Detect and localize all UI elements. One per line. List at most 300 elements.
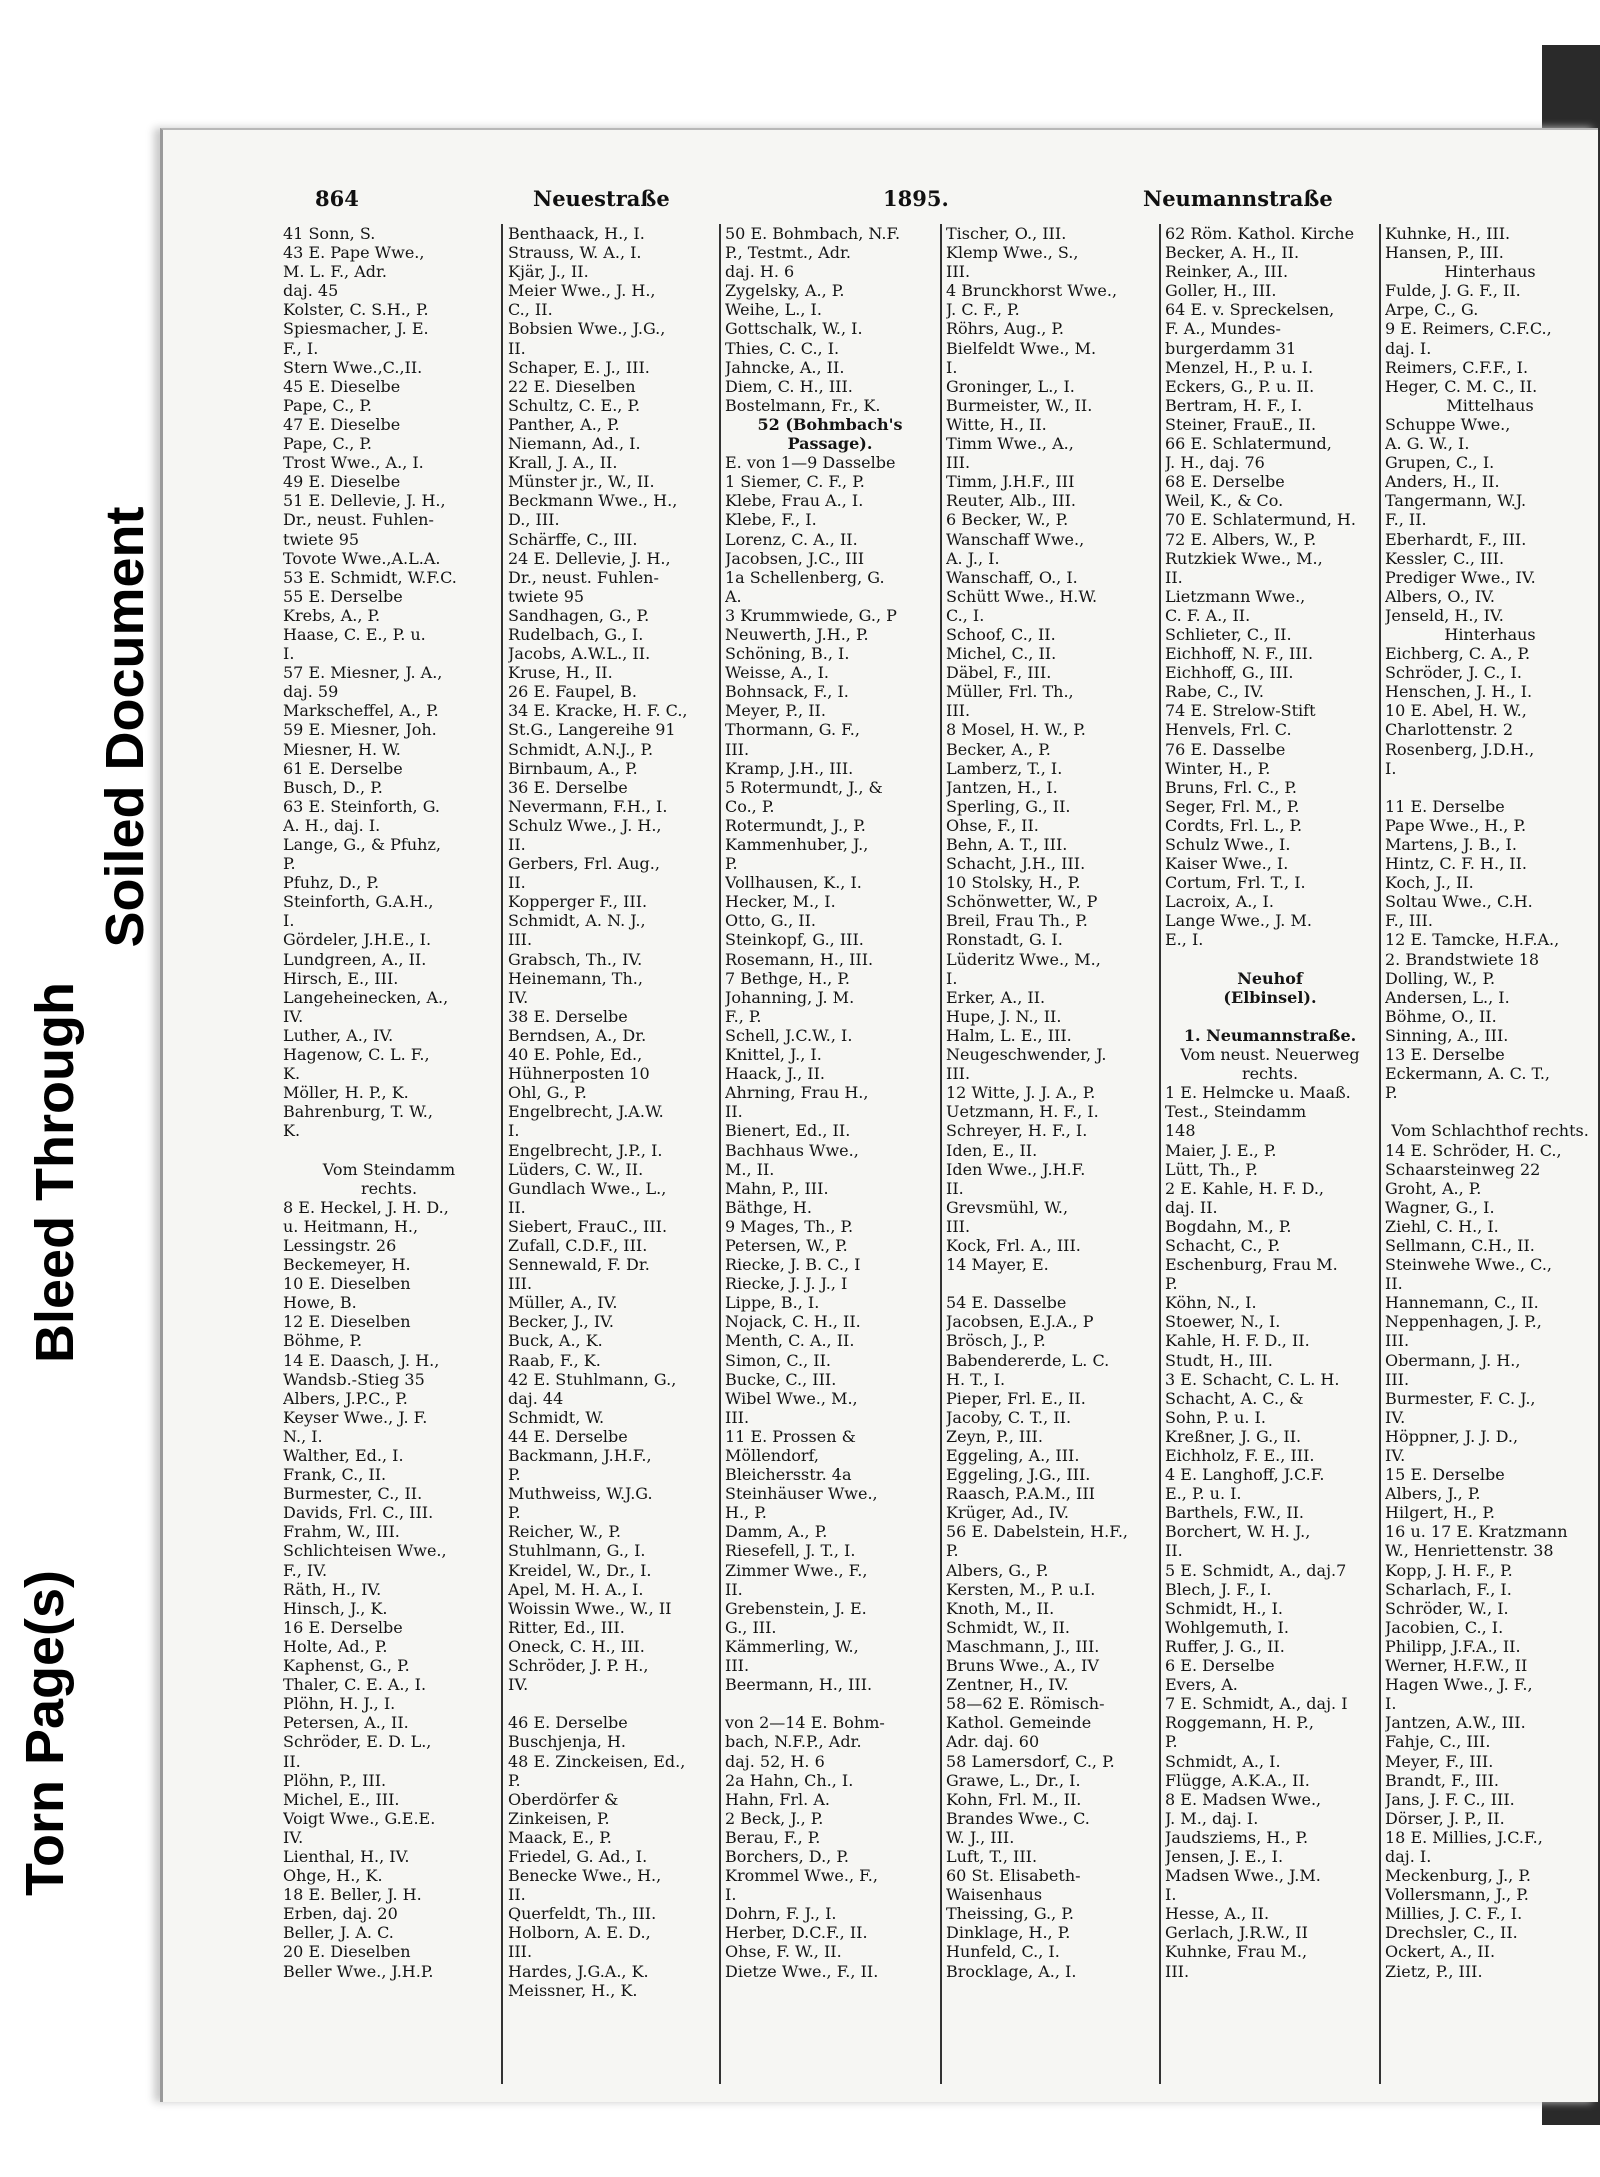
directory-entry-line: Kreidel, W., Dr., I.: [508, 1560, 652, 1580]
directory-entry-line: Niemann, Ad., I.: [508, 434, 641, 454]
directory-entry-line: Schröder, J. P. H.,: [508, 1656, 649, 1676]
directory-entry-line: 4 E. Langhoff, J.C.F.: [1165, 1465, 1325, 1485]
directory-entry-line: 59 E. Miesner, Joh.: [283, 720, 437, 740]
directory-entry-line: Maschmann, J., III.: [946, 1636, 1100, 1656]
directory-entry-line: Kessler, C., III.: [1385, 548, 1505, 568]
soiled-document-label: Soiled Document: [95, 506, 155, 948]
directory-entry-line: Beller, J. A. C.: [283, 1923, 394, 1943]
directory-entry-line: J. M., daj. I.: [1165, 1808, 1259, 1828]
directory-entry-line: Stuhlmann, G., I.: [508, 1541, 646, 1561]
directory-entry-line: Birnbaum, A., P.: [508, 758, 638, 778]
directory-entry-line: Hagenow, C. L. F.,: [283, 1045, 430, 1065]
directory-entry-line: III.: [1385, 1331, 1410, 1351]
directory-entry-line: Bruns, Frl. C., P.: [1165, 777, 1297, 797]
directory-entry-line: Borchert, W. H. J.,: [1165, 1522, 1311, 1542]
directory-entry-line: A. J., I.: [946, 548, 1000, 568]
directory-entry-line: Eckers, G., P. u. II.: [1165, 376, 1315, 396]
directory-entry-line: 56 E. Dabelstein, H.F.,: [946, 1522, 1129, 1542]
directory-entry-line: Weihe, L., I.: [725, 300, 822, 320]
directory-entry-line: III.: [508, 1942, 533, 1962]
directory-entry-line: III.: [725, 739, 750, 759]
directory-entry-line: Jantzen, A.W., III.: [1385, 1713, 1526, 1733]
directory-entry-line: Kämmerling, W.,: [725, 1636, 859, 1656]
directory-entry-line: Kuhnke, H., III.: [1385, 224, 1511, 243]
directory-entry-line: P.: [508, 1465, 521, 1485]
directory-entry-line: Diem, C. H., III.: [725, 376, 853, 396]
directory-entry-line: Klebe, F., I.: [725, 510, 817, 530]
directory-entry-line: Grawe, L., Dr., I.: [946, 1770, 1081, 1790]
directory-entry-line: Studt, H., III.: [1165, 1350, 1273, 1370]
directory-entry-line: 12 E. Tamcke, H.F.A.,: [1385, 930, 1560, 950]
directory-entry-line: Haase, C. E., P. u.: [283, 624, 426, 644]
directory-entry-line: Schacht, J.H., III.: [946, 854, 1086, 874]
directory-entry-line: 41 Sonn, S.: [283, 224, 376, 243]
directory-entry-line: 1. Neumannstraße.: [1183, 1025, 1357, 1045]
directory-entry-line: Uetzmann, H. F., I.: [946, 1102, 1099, 1122]
directory-entry-line: Pieper, Frl. E., II.: [946, 1388, 1086, 1408]
directory-entry-line: Bienert, Ed., II.: [725, 1121, 851, 1141]
directory-entry-line: Sinning, A., III.: [1385, 1025, 1509, 1045]
directory-entry-line: Hahn, Frl. A.: [725, 1789, 830, 1809]
directory-entry-line: Steinwehe Wwe., C.,: [1385, 1255, 1553, 1275]
directory-entry-line: Sennewald, F. Dr.: [508, 1255, 650, 1275]
directory-entry-line: W. J., III.: [946, 1827, 1015, 1847]
directory-entry-line: F., II.: [1385, 510, 1427, 530]
directory-entry-line: Brandt, F., III.: [1385, 1770, 1500, 1790]
directory-entry-line: Hecker, M., I.: [725, 892, 836, 912]
directory-entry-line: [1165, 950, 1375, 969]
directory-entry-line: Schmidt, H., I.: [1165, 1598, 1283, 1618]
directory-entry-line: Becker, A. H., II.: [1165, 243, 1300, 263]
directory-entry-line: Köhn, N., I.: [1165, 1293, 1257, 1313]
directory-entry-line: [508, 1694, 714, 1713]
directory-entry-line: Vollersmann, J., P.: [1385, 1885, 1529, 1905]
directory-entry-line: H., P.: [725, 1503, 767, 1523]
directory-entry-line: F., IV.: [283, 1560, 328, 1580]
directory-entry-line: Bostelmann, Fr., K.: [725, 395, 881, 415]
directory-entry-line: Ritter, Ed., III.: [508, 1617, 625, 1637]
bleed-through-label: Bleed Through: [25, 982, 85, 1363]
directory-entry-line: Wagner, G., I.: [1385, 1197, 1495, 1217]
directory-entry-line: C. F. A., II.: [1165, 605, 1251, 625]
directory-entry-line: Kersten, M., P. u.I.: [946, 1579, 1096, 1599]
directory-entry-line: Plöhn, P., III.: [283, 1770, 387, 1790]
directory-entry-line: Wanschaff Wwe.,: [946, 529, 1085, 549]
directory-entry-line: Jacobsen, E.J.A., P: [946, 1312, 1094, 1332]
directory-entry-line: III.: [508, 930, 533, 950]
directory-entry-line: Markscheffel, A., P.: [283, 701, 439, 721]
directory-entry-line: IV.: [1385, 1407, 1406, 1427]
directory-entry-line: twiete 95: [283, 529, 360, 549]
directory-entry-line: Böhme, O., II.: [1385, 1006, 1497, 1026]
directory-entry-line: 66 E. Schlatermund,: [1165, 434, 1332, 454]
directory-entry-line: Lacroix, A., I.: [1165, 892, 1274, 912]
directory-entry-line: Spiesmacher, J. E.: [283, 319, 429, 339]
directory-entry-line: Schoof, C., II.: [946, 624, 1056, 644]
directory-entry-line: Eckermann, A. C. T.,: [1385, 1064, 1551, 1084]
directory-entry-line: Müller, A., IV.: [508, 1293, 618, 1313]
directory-entry-line: M., II.: [725, 1159, 775, 1179]
directory-entry-line: Beermann, H., III.: [725, 1675, 873, 1695]
directory-entry-line: Neuhof: [1237, 968, 1303, 988]
directory-entry-line: Kaiser Wwe., I.: [1165, 854, 1289, 874]
directory-entry-line: Schlichteisen Wwe.,: [283, 1541, 447, 1561]
directory-entry-line: Raasch, P.A.M., III: [946, 1484, 1095, 1504]
directory-entry-line: Bahrenburg, T. W.,: [283, 1102, 433, 1122]
directory-entry-line: Bohnsack, F., I.: [725, 682, 849, 702]
directory-entry-line: Räth, H., IV.: [283, 1579, 382, 1599]
directory-entry-line: 55 E. Derselbe: [283, 586, 403, 606]
directory-entry-line: Ohge, H., K.: [283, 1866, 383, 1886]
directory-entry-line: 53 E. Schmidt, W.F.C.: [283, 567, 457, 587]
directory-entry-line: 2. Brandstwiete 18: [1385, 949, 1540, 969]
directory-entry-line: Frank, C., II.: [283, 1465, 387, 1485]
directory-entry-line: [1385, 778, 1595, 797]
directory-entry-line: 62 Röm. Kathol. Kirche: [1165, 224, 1355, 243]
directory-entry-line: Reicher, W., P.: [508, 1522, 621, 1542]
directory-entry-line: Hühnerposten 10: [508, 1064, 650, 1084]
directory-entry-line: Kolster, C. S.H., P.: [283, 300, 429, 320]
directory-entry-line: Charlottenstr. 2: [1385, 720, 1513, 740]
directory-entry-line: E., I.: [1165, 930, 1204, 950]
directory-entry-line: D., III.: [508, 510, 560, 530]
directory-entry-line: Bertram, H. F., I.: [1165, 395, 1303, 415]
directory-entry-line: Dörser, J. P., II.: [1385, 1808, 1505, 1828]
directory-entry-line: G., III.: [725, 1617, 777, 1637]
directory-entry-line: Meissner, H., K.: [508, 1980, 638, 2000]
directory-entry-line: Eggeling, A., III.: [946, 1446, 1080, 1465]
directory-entry-line: Adr. daj. 60: [946, 1732, 1040, 1752]
directory-entry-line: 9 E. Reimers, C.F.C.,: [1385, 319, 1552, 339]
directory-entry-line: Gottschalk, W., I.: [725, 319, 863, 339]
directory-entry-line: Lamberz, T., I.: [946, 758, 1063, 778]
directory-entry-line: III.: [725, 1407, 750, 1427]
directory-entry-line: II.: [1165, 1541, 1183, 1561]
directory-entry-line: Kopp, J. H. F., P.: [1385, 1560, 1513, 1580]
directory-entry-line: Steinkopf, G., III.: [725, 930, 864, 950]
directory-entry-line: Röhrs, Aug., P.: [946, 319, 1064, 339]
column-divider: [501, 224, 503, 2084]
directory-entry-line: Jacobs, A.W.L., II.: [508, 644, 651, 664]
directory-entry-line: 2 Beck, J., P.: [725, 1808, 824, 1828]
directory-entry-line: III.: [725, 1656, 750, 1676]
directory-entry-line: Lietzmann Wwe.,: [1165, 586, 1306, 606]
directory-entry-line: 1 E. Helmcke u. Maaß.: [1165, 1083, 1351, 1103]
directory-entry-line: III.: [1165, 1961, 1190, 1981]
directory-entry-line: Eggeling, J.G., III.: [946, 1465, 1091, 1485]
column-divider: [1379, 224, 1381, 2084]
directory-entry-line: I.: [283, 911, 295, 931]
directory-entry-line: Schröder, E. D. L.,: [283, 1732, 432, 1752]
directory-entry-line: Knoth, M., II.: [946, 1598, 1055, 1618]
directory-entry-line: Goller, H., III.: [1165, 281, 1277, 301]
directory-entry-line: Bobsien Wwe., J.G.,: [508, 319, 666, 339]
directory-entry-line: Timm, J.H.F., III: [946, 472, 1075, 492]
directory-entry-line: Zinkeisen, P.: [508, 1808, 610, 1828]
directory-entry-line: Test., Steindamm: [1165, 1102, 1307, 1122]
directory-entry-line: Jacoby, C. T., II.: [946, 1407, 1072, 1427]
directory-entry-line: Lange, G., & Pfuhz,: [283, 835, 441, 854]
directory-entry-line: Wanschaff, O., I.: [946, 567, 1078, 587]
directory-entry-line: III.: [1385, 1369, 1410, 1389]
directory-entry-line: [946, 1274, 1154, 1293]
directory-entry-line: Schärffe, C., III.: [508, 529, 638, 549]
directory-entry-line: Gerlach, J.R.W., II: [1165, 1923, 1308, 1943]
directory-entry-line: Tischer, O., III.: [946, 224, 1067, 243]
directory-entry-line: Fahje, C., III.: [1385, 1732, 1491, 1752]
directory-entry-line: Buschjenja, H.: [508, 1732, 626, 1752]
directory-entry-line: Brocklage, A., I.: [946, 1961, 1077, 1981]
directory-entry-line: Werner, H.F.W., II: [1385, 1656, 1528, 1676]
directory-entry-line: III.: [946, 453, 971, 473]
directory-entry-line: Knittel, J., I.: [725, 1045, 822, 1065]
directory-entry-line: Bruns Wwe., A., IV: [946, 1656, 1099, 1676]
directory-entry-line: 14 E. Schröder, H. C.,: [1385, 1140, 1562, 1160]
directory-entry-line: I.: [1165, 1885, 1177, 1905]
directory-entry-line: Michel, E., III.: [283, 1789, 400, 1809]
directory-entry-line: Oneck, C. H., III.: [508, 1636, 645, 1656]
directory-entry-line: II.: [725, 1579, 743, 1599]
directory-entry-line: Lorenz, C. A., II.: [725, 529, 858, 549]
directory-entry-line: Ohl, G., P.: [508, 1083, 587, 1103]
directory-entry-line: daj. I.: [1385, 1846, 1432, 1866]
directory-entry-line: Obermann, J. H.,: [1385, 1350, 1521, 1370]
directory-entry-line: Hirsch, E., III.: [283, 968, 399, 988]
directory-entry-line: Böhme, P.: [283, 1331, 363, 1351]
directory-entry-line: Pape Wwe., H., P.: [1385, 815, 1527, 835]
directory-entry-line: Waisenhaus: [946, 1885, 1043, 1905]
directory-entry-line: 51 E. Dellevie, J. H.,: [283, 491, 446, 511]
directory-entry-line: Menth, C. A., II.: [725, 1331, 855, 1351]
directory-entry-line: Beckmann Wwe., H.,: [508, 491, 678, 511]
directory-entry-line: 64 E. v. Spreckelsen,: [1165, 300, 1335, 320]
directory-entry-line: Becker, A., P.: [946, 739, 1051, 759]
directory-entry-line: Schmidt, A., I.: [1165, 1751, 1281, 1771]
directory-entry-line: III.: [946, 1064, 971, 1084]
directory-entry-line: Dohrn, F. J., I.: [725, 1904, 837, 1924]
directory-entry-line: Lippe, B., I.: [725, 1293, 820, 1313]
directory-entry-line: Philipp, J.F.A., II.: [1385, 1636, 1521, 1656]
directory-entry-line: 26 E. Faupel, B.: [508, 682, 637, 702]
directory-entry-line: Hintz, C. F. H., II.: [1385, 854, 1527, 874]
directory-entry-line: Winter, H., P.: [1165, 758, 1271, 778]
directory-entry-line: Schulz Wwe., I.: [1165, 835, 1291, 854]
directory-entry-line: Müller, Frl. Th.,: [946, 682, 1074, 702]
directory-entry-line: Raab, F., K.: [508, 1350, 601, 1370]
directory-entry-line: 48 E. Zinckeisen, Ed.,: [508, 1751, 686, 1771]
directory-entry-line: Neuwerth, J.H., P.: [725, 624, 869, 644]
directory-entry-line: 1a Schellenberg, G.: [725, 567, 885, 587]
directory-entry-line: Möllendorf,: [725, 1446, 819, 1465]
directory-entry-line: Lange Wwe., J. M.: [1165, 911, 1312, 931]
directory-entry-line: Klebe, Frau A., I.: [725, 491, 864, 511]
directory-entry-line: Scharlach, F., I.: [1385, 1579, 1512, 1599]
directory-entry-line: 5 E. Schmidt, A., daj.7: [1165, 1560, 1347, 1580]
directory-entry-line: 4 Brunckhorst Wwe.,: [946, 281, 1118, 301]
directory-entry-line: Burmester, F. C. J.,: [1385, 1388, 1536, 1408]
directory-entry-line: 14 Mayer, E.: [946, 1255, 1049, 1275]
directory-entry-line: A. H., daj. I.: [283, 815, 381, 835]
directory-entry-line: Voigt Wwe., G.E.E.: [283, 1808, 436, 1828]
directory-entry-line: Jahncke, A., II.: [725, 357, 845, 377]
directory-entry-line: P.: [1165, 1732, 1178, 1752]
directory-entry-line: 58 Lamersdorf, C., P.: [946, 1751, 1115, 1771]
directory-entry-line: Stern Wwe.,C.,II.: [283, 357, 423, 377]
directory-entry-line: Flügge, A.K.A., II.: [1165, 1770, 1310, 1790]
directory-entry-line: Schultz, C. E., P.: [508, 395, 641, 415]
directory-entry-line: 15 E. Derselbe: [1385, 1465, 1505, 1485]
directory-entry-line: Busch, D., P.: [283, 777, 383, 797]
directory-entry-line: Schütt Wwe., H.W.: [946, 586, 1098, 606]
directory-entry-line: Howe, B.: [283, 1293, 357, 1313]
directory-entry-line: Gördeler, J.H.E., I.: [283, 930, 432, 950]
directory-entry-line: Johanning, J. M.: [725, 987, 855, 1007]
directory-column-6: [1385, 224, 1595, 2084]
directory-entry-line: 14 E. Daasch, J. H.,: [283, 1350, 440, 1370]
directory-entry-line: Holte, Ad., P.: [283, 1636, 388, 1656]
directory-entry-line: 8 E. Heckel, J. H. D.,: [283, 1197, 449, 1217]
directory-entry-line: Rabe, C., IV.: [1165, 682, 1264, 702]
directory-entry-line: Schreyer, H. F., I.: [946, 1121, 1088, 1141]
directory-entry-line: Meier Wwe., J. H.,: [508, 281, 656, 301]
directory-entry-line: daj. 45: [283, 281, 339, 301]
directory-entry-line: Tangermann, W.J.: [1385, 491, 1527, 511]
directory-entry-line: Steinforth, G.A.H.,: [283, 892, 434, 912]
directory-entry-line: 24 E. Dellevie, J. H.,: [508, 548, 671, 568]
directory-entry-line: 10 E. Abel, H. W.,: [1385, 701, 1527, 721]
directory-entry-line: Jaudsziems, H., P.: [1165, 1827, 1309, 1847]
directory-entry-line: Trost Wwe., A., I.: [283, 453, 424, 473]
directory-entry-line: Andersen, L., I.: [1385, 987, 1510, 1007]
directory-entry-line: Riecke, J. B. C., I: [725, 1255, 861, 1275]
directory-entry-line: Eichberg, C. A., P.: [1385, 644, 1531, 664]
directory-entry-line: Schröder, W., I.: [1385, 1598, 1509, 1618]
directory-entry-line: Albers, J., P.: [1385, 1484, 1481, 1504]
directory-entry-line: Passage).: [787, 434, 873, 454]
directory-entry-line: Holborn, A. E. D.,: [508, 1923, 651, 1943]
directory-entry-line: Schmidt, A. N. J.,: [508, 911, 646, 931]
directory-entry-line: II.: [508, 1885, 526, 1905]
directory-entry-line: C., II.: [508, 300, 553, 320]
directory-entry-line: Eichhoff, G., III.: [1165, 663, 1294, 683]
directory-entry-line: Zeyn, P., III.: [946, 1426, 1043, 1446]
directory-entry-line: Kammenhuber, J.,: [725, 835, 869, 854]
directory-entry-line: 52 (Bohmbach's: [757, 414, 903, 434]
directory-entry-line: Steinhäuser Wwe.,: [725, 1484, 878, 1504]
directory-entry-line: P.: [283, 854, 296, 874]
directory-entry-line: I.: [946, 968, 958, 988]
directory-column-2: [508, 224, 714, 2084]
directory-entry-line: 43 E. Pape Wwe.,: [283, 243, 425, 263]
directory-entry-line: J. C. F., P.: [946, 300, 1020, 320]
directory-entry-line: Vollhausen, K., I.: [725, 873, 862, 893]
directory-entry-line: K.: [283, 1121, 301, 1141]
directory-entry-line: 11 E. Derselbe: [1385, 796, 1505, 816]
directory-entry-line: IV.: [283, 1006, 304, 1026]
directory-entry-line: Weil, K., & Co.: [1165, 491, 1284, 511]
directory-entry-line: Ronstadt, G. I.: [946, 930, 1063, 950]
directory-entry-line: H. T., I.: [946, 1369, 1006, 1389]
directory-entry-line: P.: [1385, 1083, 1398, 1103]
directory-entry-line: [1165, 1007, 1375, 1026]
directory-entry-line: II.: [508, 835, 526, 854]
directory-entry-line: Erben, daj. 20: [283, 1904, 398, 1924]
directory-entry-line: III.: [508, 1274, 533, 1294]
directory-entry-line: I.: [946, 357, 958, 377]
directory-entry-line: Fulde, J. G. F., II.: [1385, 281, 1521, 301]
directory-entry-line: Sandhagen, G., P.: [508, 605, 650, 625]
directory-entry-line: Rutzkiek Wwe., M.,: [1165, 548, 1323, 568]
directory-entry-line: Schell, J.C.W., I.: [725, 1025, 853, 1045]
directory-entry-line: 5 Rotermundt, J., &: [725, 777, 883, 797]
directory-entry-line: Vom Steindamm: [322, 1159, 456, 1179]
directory-entry-line: I.: [725, 1885, 737, 1905]
directory-entry-line: Weisse, A., I.: [725, 663, 830, 683]
directory-entry-line: 8 E. Madsen Wwe.,: [1165, 1789, 1322, 1809]
directory-entry-line: III.: [946, 701, 971, 721]
directory-entry-line: Iden Wwe., J.H.F.: [946, 1159, 1086, 1179]
directory-entry-line: Meyer, F., III.: [1385, 1751, 1494, 1771]
directory-entry-line: Panther, A., P.: [508, 414, 620, 434]
directory-entry-line: Damm, A., P.: [725, 1522, 828, 1542]
directory-entry-line: Cortum, Frl. T., I.: [1165, 873, 1306, 893]
directory-entry-line: Martens, J. B., I.: [1385, 835, 1517, 854]
directory-entry-line: Frahm, W., III.: [283, 1522, 400, 1542]
directory-entry-line: Buck, A., K.: [508, 1331, 603, 1351]
directory-entry-line: Keyser Wwe., J. F.: [283, 1407, 428, 1427]
directory-entry-line: Lüderitz Wwe., M.,: [946, 949, 1101, 969]
directory-entry-line: St.G., Langereihe 91: [508, 720, 676, 740]
directory-entry-line: Mittelhaus: [1446, 395, 1534, 415]
directory-entry-line: 8 Mosel, H. W., P.: [946, 720, 1086, 740]
directory-entry-line: Arpe, C., G.: [1385, 300, 1479, 320]
directory-entry-line: Neugeschwender, J.: [946, 1045, 1107, 1065]
directory-entry-line: 10 E. Dieselben: [283, 1274, 411, 1294]
directory-entry-line: Eichhoff, N. F., III.: [1165, 644, 1314, 664]
directory-entry-line: Kaphenst, G., P.: [283, 1656, 410, 1676]
directory-entry-line: 34 E. Kracke, H. F. C.,: [508, 701, 688, 721]
directory-entry-line: II.: [946, 1178, 964, 1198]
directory-entry-line: Breil, Frau Th., P.: [946, 911, 1088, 931]
directory-entry-line: Hinterhaus: [1444, 262, 1536, 282]
directory-entry-line: Walther, Ed., I.: [283, 1446, 404, 1465]
directory-entry-line: Albers, G., P.: [946, 1560, 1049, 1580]
directory-entry-line: Bäthge, H.: [725, 1197, 812, 1217]
directory-entry-line: Ockert, A., II.: [1385, 1942, 1496, 1962]
directory-entry-line: Herber, D.C.F., II.: [725, 1923, 868, 1943]
directory-entry-line: Behn, A. T., III.: [946, 835, 1068, 854]
directory-entry-line: Hupe, J. N., II.: [946, 1006, 1062, 1026]
directory-entry-line: M. L. F., Adr.: [283, 262, 387, 282]
directory-entry-line: Zimmer Wwe., F.,: [725, 1560, 868, 1580]
directory-entry-line: Barthels, F.W., II.: [1165, 1503, 1304, 1523]
column-divider: [940, 224, 942, 2084]
directory-entry-line: Engelbrecht, J.A.W.: [508, 1102, 664, 1122]
directory-entry-line: Jantzen, H., I.: [946, 777, 1058, 797]
directory-entry-line: Bucke, C., III.: [725, 1369, 837, 1389]
directory-entry-line: Kohn, Frl. M., II.: [946, 1789, 1082, 1809]
directory-entry-line: Kahle, H. F. D., II.: [1165, 1331, 1310, 1351]
directory-entry-line: Beckemeyer, H.: [283, 1255, 411, 1275]
directory-entry-line: 60 St. Elisabeth-: [946, 1866, 1081, 1886]
directory-entry-line: A.: [725, 586, 742, 606]
directory-entry-line: Madsen Wwe., J.M.: [1165, 1866, 1321, 1886]
directory-entry-line: Simon, C., II.: [725, 1350, 832, 1370]
page-header: [163, 186, 1598, 214]
directory-entry-line: Albers, O., IV.: [1385, 586, 1496, 606]
directory-entry-line: Tovote Wwe.,A.L.A.: [283, 548, 441, 568]
directory-entry-line: Halm, L. E., III.: [946, 1025, 1072, 1045]
